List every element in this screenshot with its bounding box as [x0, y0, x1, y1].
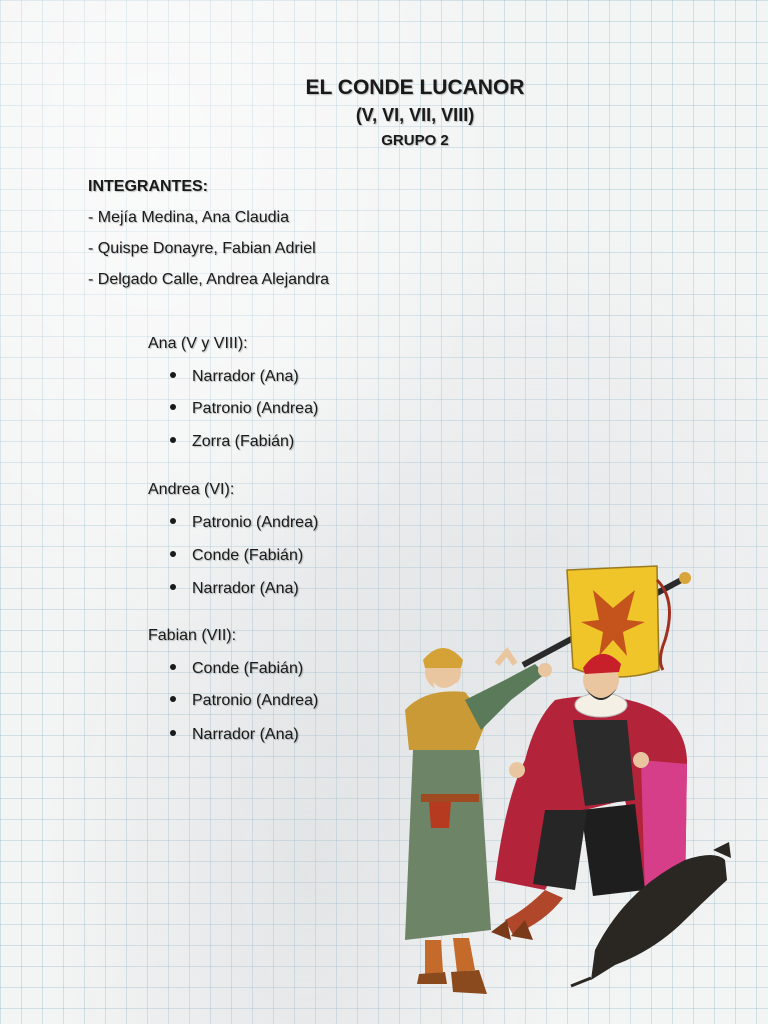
bullet-icon: [170, 696, 176, 702]
bullet-icon: [170, 584, 176, 590]
role-item: [170, 726, 299, 744]
role-item: [170, 368, 299, 386]
role-label: Patronio (Andrea): [192, 692, 319, 709]
role-label: Narrador (Ana): [192, 580, 299, 597]
role-label: Conde (Fabián): [192, 660, 304, 677]
bullet-icon: [170, 518, 176, 524]
document-subtitle: (V, VI, VII, VIII): [355, 105, 475, 125]
role-item: [170, 547, 303, 565]
role-label: Narrador (Ana): [192, 726, 299, 743]
role-item: [170, 400, 318, 418]
role-label: Narrador (Ana): [192, 368, 299, 385]
role-item: [170, 514, 318, 532]
bullet-icon: [170, 404, 176, 410]
bullet-icon: [170, 372, 176, 378]
section-heading: Andrea (VI):: [148, 481, 235, 498]
group-label: GRUPO 2: [381, 132, 449, 149]
role-item: [170, 692, 318, 710]
role-item: [170, 580, 299, 598]
role-item: [170, 660, 303, 678]
member-item: - Quispe Donayre, Fabian Adriel: [88, 240, 316, 257]
section-heading: Fabian (VII):: [148, 627, 237, 644]
document-title: EL CONDE LUCANOR: [305, 76, 525, 99]
member-item: - Mejía Medina, Ana Claudia: [88, 209, 289, 226]
role-label: Conde (Fabián): [192, 547, 304, 564]
role-label: Patronio (Andrea): [192, 400, 319, 417]
bullet-icon: [170, 437, 176, 443]
section-heading: Ana (V y VIII):: [148, 335, 248, 352]
role-label: Patronio (Andrea): [192, 514, 319, 531]
members-heading: INTEGRANTES:: [88, 178, 208, 195]
role-item: [170, 433, 294, 451]
patronio-tunic: [405, 750, 491, 940]
bullet-icon: [170, 551, 176, 557]
role-label: Zorra (Fabián): [192, 433, 295, 450]
patronio-hat: [423, 648, 463, 668]
conde-lucanor-illustration-icon: [395, 560, 735, 1010]
bullet-icon: [170, 664, 176, 670]
member-item: - Delgado Calle, Andrea Alejandra: [88, 271, 330, 288]
bullet-icon: [170, 730, 176, 736]
